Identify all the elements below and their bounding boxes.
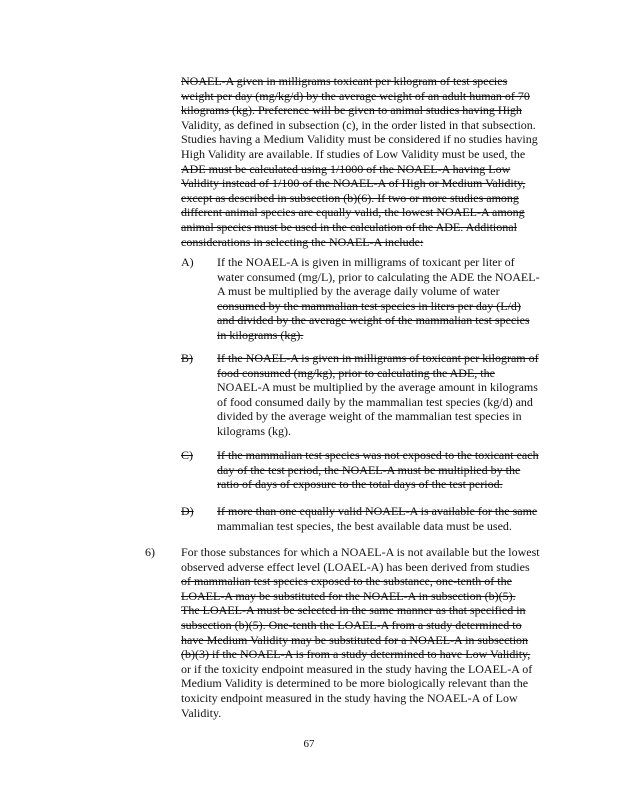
text-line: (b)(3) if the NOAEL-A is from a study determined to have Low Validity, xyxy=(181,647,531,662)
item-d-text xyxy=(217,504,537,533)
text-line: NOAEL-A given in milligrams toxicant per kilogram of test species xyxy=(181,74,508,88)
text-line: toxicity endpoint measured in the study having the NOAEL-A of Low xyxy=(181,690,518,705)
text-line: weight per day (mg/kg/d) by the average weight of an adult human of 70 xyxy=(181,88,530,103)
text-line: LOAEL-A may be substituted for the NOAEL-A in subsection (b)(5). xyxy=(181,588,516,603)
text-line: except as described in subsection (b)(6). If two or more studies among xyxy=(181,190,519,205)
text-line: Validity. xyxy=(181,705,222,720)
section-6-label: 6) xyxy=(145,545,155,559)
item-c-text xyxy=(217,448,539,492)
text-line: of mammalian test species exposed to the substance, one-tenth of the xyxy=(181,574,512,589)
item-a-text xyxy=(217,255,540,343)
text-line: different animal species are equally valid, the lowest NOAEL-A among xyxy=(181,205,525,220)
item-a-label: A) xyxy=(181,255,194,269)
text-line: observed adverse effect level (LOAEL-A) has been derived from studies xyxy=(181,559,530,574)
text-line: NOAEL-A must be multiplied by the average amount in kilograms xyxy=(217,380,538,395)
text-line: If more than one equally valid NOAEL-A is available for the same xyxy=(217,504,538,518)
intro-paragraph xyxy=(181,74,538,249)
text-line: For those substances for which a NOAEL-A is not available but the lowest xyxy=(181,545,540,559)
text-line: in kilograms (kg). xyxy=(217,327,304,342)
section-6-text xyxy=(181,545,540,720)
text-line: ratio of days of exposure to the total days of the test period. xyxy=(217,477,503,492)
text-line: If the NOAEL-A is given in milligrams of toxicant per liter of xyxy=(217,255,515,269)
text-line: day of the test period, the NOAEL-A must be multiplied by the xyxy=(217,462,521,477)
item-d-label: D) xyxy=(181,504,194,518)
text-line: kilograms (kg). Preference will be given to animal studies having High xyxy=(181,103,522,118)
text-line: ADE must be calculated using 1/1000 of the NOAEL-A having Low xyxy=(181,161,511,176)
text-line: Medium Validity is determined to be more biologically relevant than the xyxy=(181,676,529,691)
text-line: subsection (b)(5). One-tenth the LOAEL-A from a study determined to xyxy=(181,617,522,632)
text-line: High Validity are available. If studies of Low Validity must be used, the xyxy=(181,146,526,161)
text-line: If the NOAEL-A is given in milligrams of toxicant per kilogram of xyxy=(217,351,539,365)
text-line: Validity, as defined in subsection (c), in the order listed in that subsection. xyxy=(181,117,536,132)
text-line: Validity instead of 1/100 of the NOAEL-A of High or Medium Validity, xyxy=(181,176,526,191)
text-line: or if the toxicity endpoint measured in the study having the LOAEL-A of xyxy=(181,661,533,676)
text-line: The LOAEL-A must be selected in the same manner as that specified in xyxy=(181,603,526,618)
text-line: food consumed (mg/kg), prior to calculating the ADE, the xyxy=(217,365,495,380)
page-number: 67 xyxy=(303,738,315,750)
item-c-label: C) xyxy=(181,448,193,462)
item-b-label: B) xyxy=(181,351,193,365)
text-line: of food consumed daily by the mammalian test species (kg/d) and xyxy=(217,394,533,409)
text-line: considerations in selecting the NOAEL-A include: xyxy=(181,234,424,249)
text-line: and divided by the average weight of the mammalian test species xyxy=(217,313,530,328)
text-line: animal species must be used in the calculation of the ADE. Additional xyxy=(181,219,517,234)
item-b-text xyxy=(217,351,539,439)
text-line: mammalian test species, the best available data must be used. xyxy=(217,518,512,533)
text-line: If the mammalian test species was not exposed to the toxicant each xyxy=(217,448,539,462)
text-line: consumed by the mammalian test species in liters per day (L/d) xyxy=(217,298,521,313)
text-line: kilograms (kg). xyxy=(217,423,291,438)
text-line: have Medium Validity may be substituted for a NOAEL-A in subsection xyxy=(181,632,529,647)
text-line: Studies having a Medium Validity must be considered if no studies having xyxy=(181,132,538,147)
text-line: A must be multiplied by the average daily volume of water xyxy=(217,284,500,299)
text-line: water consumed (mg/L), prior to calculating the ADE the NOAEL- xyxy=(217,269,540,284)
text-line: divided by the average weight of the mammalian test species in xyxy=(217,409,522,424)
